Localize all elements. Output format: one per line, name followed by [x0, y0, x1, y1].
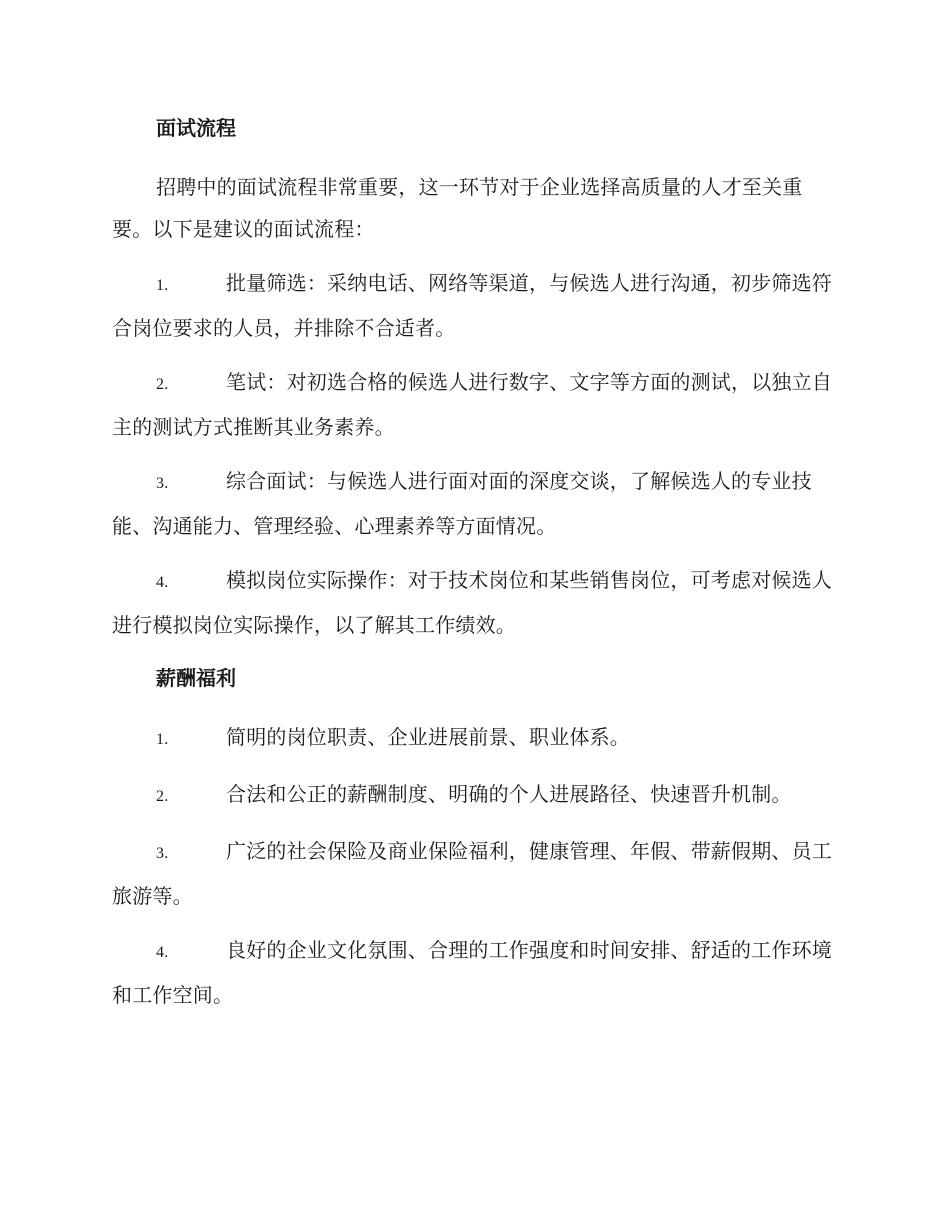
intro-paragraph: 招聘中的面试流程非常重要，这一环节对于企业选择高质量的人才至关重要。以下是建议的面试流程： — [112, 175, 803, 241]
list-item-text: 良好的企业文化氛围、合理的工作强度和时间安排、舒适的工作环境和工作空间。 — [112, 938, 832, 1007]
section-heading-compensation: 薪酬福利 — [156, 666, 236, 690]
list-item-text: 模拟岗位实际操作：对于技术岗位和某些销售岗位，可考虑对候选人进行模拟岗位实际操作，以了解其工作绩效。 — [112, 568, 832, 637]
list-item — [112, 361, 832, 448]
list-item-number: 3. — [156, 475, 169, 492]
list-item-text: 简明的岗位职责、企业进展前景、职业体系。 — [226, 725, 630, 749]
list-item-number: 4. — [156, 944, 169, 961]
list-item — [112, 773, 832, 818]
list-item — [112, 830, 832, 917]
list-item-number: 1. — [156, 277, 169, 294]
list-item-number: 4. — [156, 574, 169, 591]
document-page — [112, 108, 832, 1028]
list-item-text: 综合面试：与候选人进行面对面的深度交谈，了解候选人的专业技能、沟通能力、管理经验、心理素养等方面情况。 — [112, 469, 812, 538]
list-item — [112, 460, 832, 547]
list-item — [112, 929, 832, 1016]
section-heading-interview-process: 面试流程 — [156, 116, 236, 140]
list-item-number: 3. — [156, 845, 169, 862]
list-item-text: 广泛的社会保险及商业保险福利，健康管理、年假、带薪假期、员工旅游等。 — [112, 839, 832, 908]
list-item-text: 合法和公正的薪酬制度、明确的个人进展路径、快速晋升机制。 — [226, 782, 792, 806]
list-item — [112, 262, 832, 349]
list-item-number: 2. — [156, 376, 169, 393]
list-item — [112, 716, 832, 761]
list-item — [112, 559, 832, 646]
list-item-number: 2. — [156, 788, 169, 805]
list-item-text: 笔试：对初选合格的候选人进行数字、文字等方面的测试，以独立自主的测试方式推断其业务素养。 — [112, 370, 832, 439]
list-item-text: 批量筛选：采纳电话、网络等渠道，与候选人进行沟通，初步筛选符合岗位要求的人员，并排除不合适者。 — [112, 271, 832, 340]
list-item-number: 1. — [156, 731, 169, 748]
